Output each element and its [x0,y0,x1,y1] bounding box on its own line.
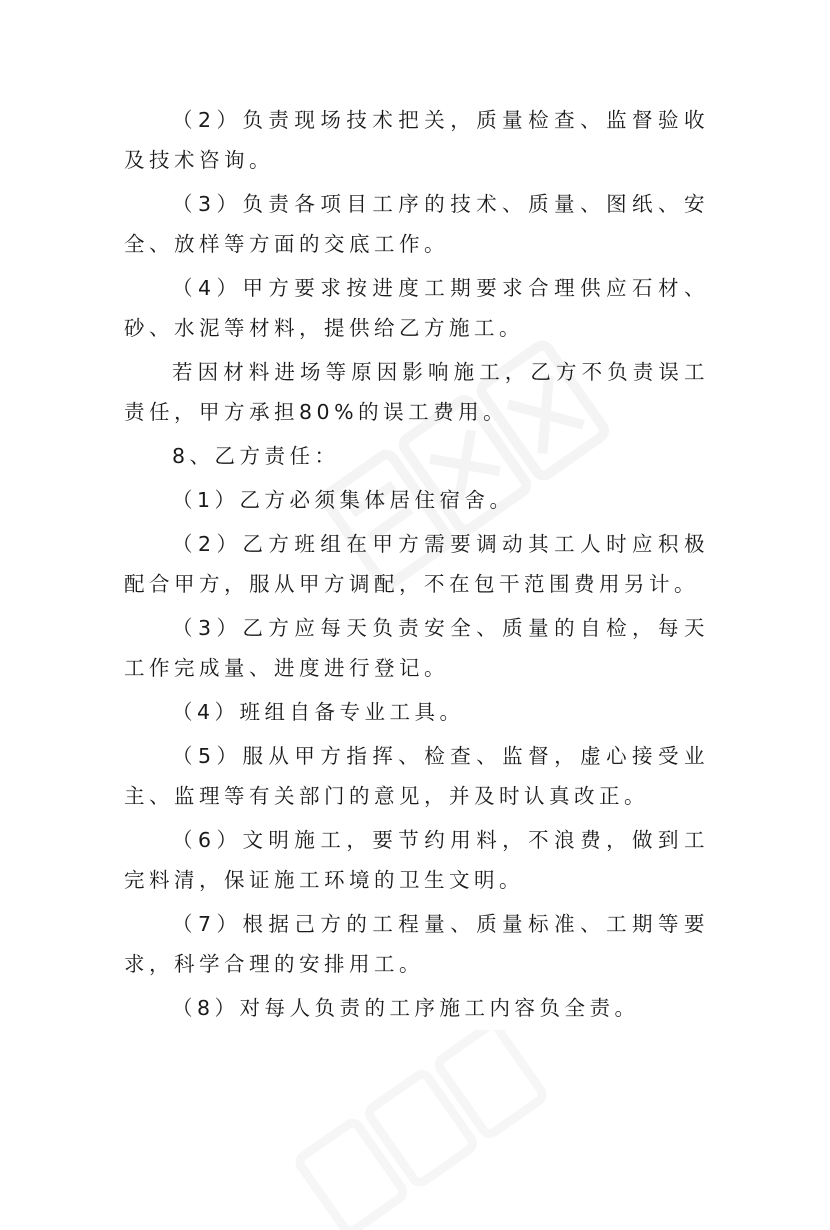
paragraph-b-item-1: （1）乙方必须集体居住宿舍。 [172,488,515,512]
paragraph-b-item-5: （5）服从甲方指挥、检查、监督，虚心接受业主、监理等有关部门的意见，并及时认真改正。 [124,744,709,808]
paragraph-b-item-4: （4）班组自备专业工具。 [172,700,465,724]
paragraph-b-item-8: （8）对每人负责的工序施工内容负全责。 [172,996,640,1020]
section-heading-party-b: 8、乙方责任： [172,444,340,468]
paragraph-b-item-2: （2）乙方班组在甲方需要调动其工人时应积极配合甲方，服从甲方调配，不在包干范围费用另计。 [124,532,709,596]
paragraph-item-4-materials: （4）甲方要求按进度工期要求合理供应石材、砂、水泥等材料，提供给乙方施工。 [124,276,709,340]
watermark-logo-bottom [260,1030,560,1230]
paragraph-delay-liability: 若因材料进场等原因影响施工，乙方不负责误工责任，甲方承担80%的误工费用。 [124,360,709,424]
document-body [124,100,709,1032]
paragraph-b-item-6: （6）文明施工，要节约用料，不浪费，做到工完料清，保证施工环境的卫生文明。 [124,828,709,892]
paragraph-b-item-3: （3）乙方应每天负责安全、质量的自检，每天工作完成量、进度进行登记。 [124,616,709,680]
paragraph-item-3-briefing: （3）负责各项目工序的技术、质量、图纸、安全、放样等方面的交底工作。 [124,192,709,256]
paragraph-b-item-7: （7）根据己方的工程量、质量标准、工期等要求，科学合理的安排用工。 [124,912,709,976]
paragraph-item-2-tech-control: （2）负责现场技术把关，质量检查、监督验收及技术咨询。 [124,108,709,172]
